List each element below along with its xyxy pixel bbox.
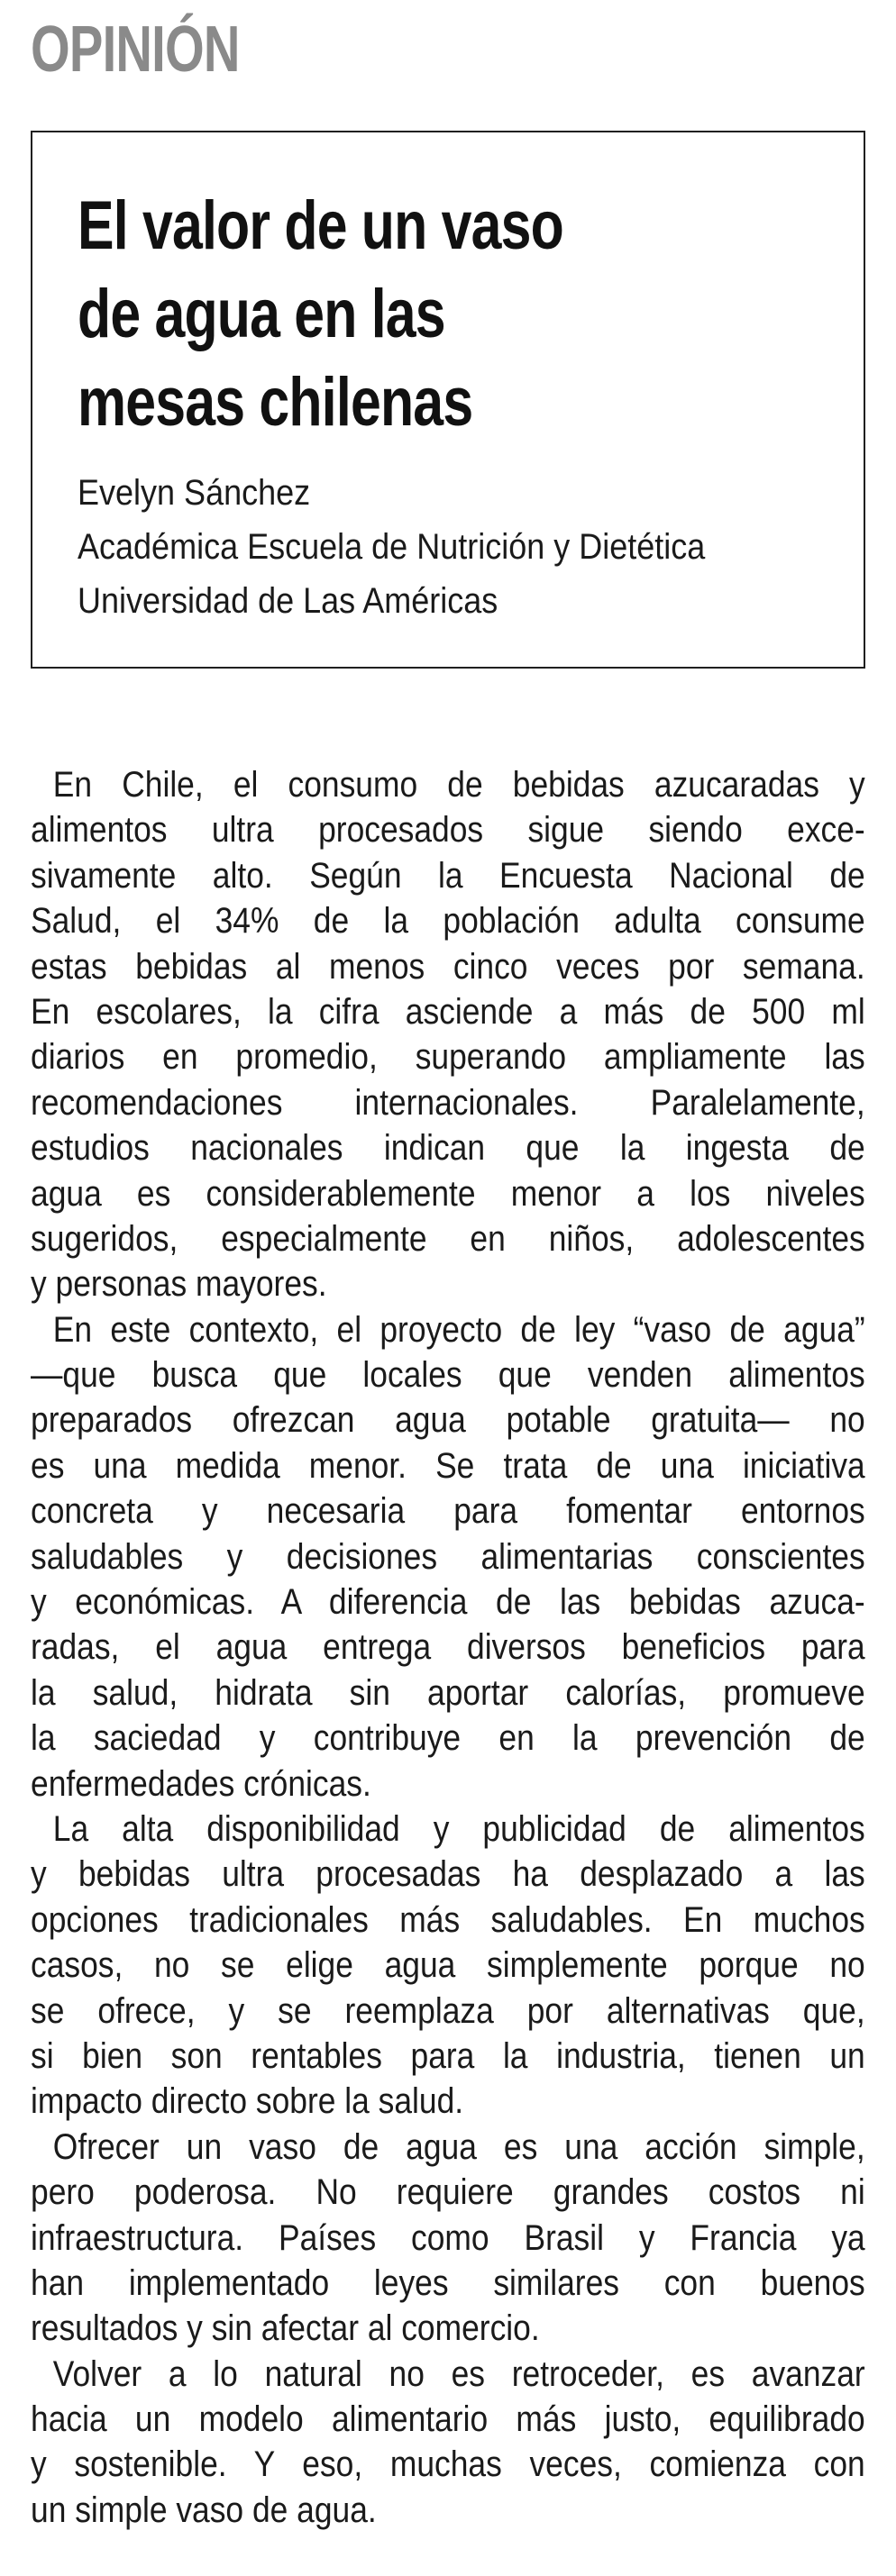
headline-line: mesas chilenas [78,364,473,441]
article-line: hacia un modelo alimentario más justo, equilibrado [31,2399,865,2440]
article-line: opciones tradicionales más saludables. En muchos [31,1899,865,1940]
headline [78,182,871,447]
article-line: En este contexto, el proyecto de ley “vaso de agua” [52,1309,865,1350]
article-line: En escolares, la cifra asciende a más de 500 ml [31,991,865,1032]
article-line: es una medida menor. Se trata de una iniciativa [31,1445,865,1486]
author-role: Académica Escuela de Nutrición y Dietética [78,527,706,567]
article-line: enfermedades crónicas. [31,1763,371,1804]
article-line: diarios en promedio, superando ampliamente las [31,1037,865,1078]
article-line: —que busca que locales que venden alimentos [31,1355,865,1396]
article-line: casos, no se elige agua simplemente porque no [31,1945,865,1986]
article-line: agua es considerablemente menor a los niveles [31,1173,865,1214]
article-line: En Chile, el consumo de bebidas azucaradas y [52,765,865,805]
author-name: Evelyn Sánchez [78,473,311,513]
article-line: radas, el agua entrega diversos beneficios para [31,1627,865,1668]
article-body [31,762,865,2533]
article-line: si bien son rentables para la industria, tienen un [31,2035,865,2076]
article-line: recomendaciones internacionales. Paralelamente, [31,1082,865,1123]
article-line: alimentos ultra procesados sigue siendo exce- [31,810,865,851]
article-line: sugeridos, especialmente en niños, adolescentes [31,1218,865,1259]
article-line: han implementado leyes similares con buenos [31,2262,865,2303]
article-line: la saciedad y contribuye en la prevención de [31,1718,865,1759]
headline-line: de agua en las [78,276,445,352]
headline-box [31,131,865,669]
article-line: pero poderosa. No requiere grandes costos ni [31,2172,865,2213]
article-line: y económicas. A diferencia de las bebidas azuca- [31,1582,865,1623]
article-line: impacto directo sobre la salud. [31,2081,464,2122]
article-line: sivamente alto. Según la Encuesta Nacional de [31,855,865,896]
author-institution: Universidad de Las Américas [78,581,498,621]
article-line: un simple vaso de agua. [31,2490,377,2530]
article-line: se ofrece, y se reemplaza por alternativas que, [31,1990,865,2031]
article-line: preparados ofrezcan agua potable gratuita— no [31,1400,865,1441]
article-line: La alta disponibilidad y publicidad de alimentos [52,1808,865,1849]
article-line: Ofrecer un vaso de agua es una acción simple, [52,2126,865,2167]
headline-line: El valor de un vaso [78,187,563,264]
article-line: estas bebidas al menos cinco veces por semana. [31,946,865,987]
article-line: y personas mayores. [31,1264,327,1305]
article-line: concreta y necesaria para fomentar entornos [31,1491,865,1532]
article-line: infraestructura. Países como Brasil y Francia ya [31,2217,865,2258]
article-line: y bebidas ultra procesadas ha desplazado a las [31,1854,865,1895]
article-line: la salud, hidrata sin aportar calorías, promueve [31,1672,865,1713]
section-label: OPINIÓN [31,14,240,86]
article-line: Volver a lo natural no es retroceder, es avanzar [52,2353,865,2394]
article-line: Salud, el 34% de la población adulta consume [31,901,865,942]
article-line: saludables y decisiones alimentarias conscientes [31,1536,865,1577]
article-line: resultados y sin afectar al comercio. [31,2308,540,2349]
byline [78,466,889,628]
article-line: estudios nacionales indican que la ingesta de [31,1128,865,1169]
article-line: y sostenible. Y eso, muchas veces, comienza con [31,2444,865,2485]
